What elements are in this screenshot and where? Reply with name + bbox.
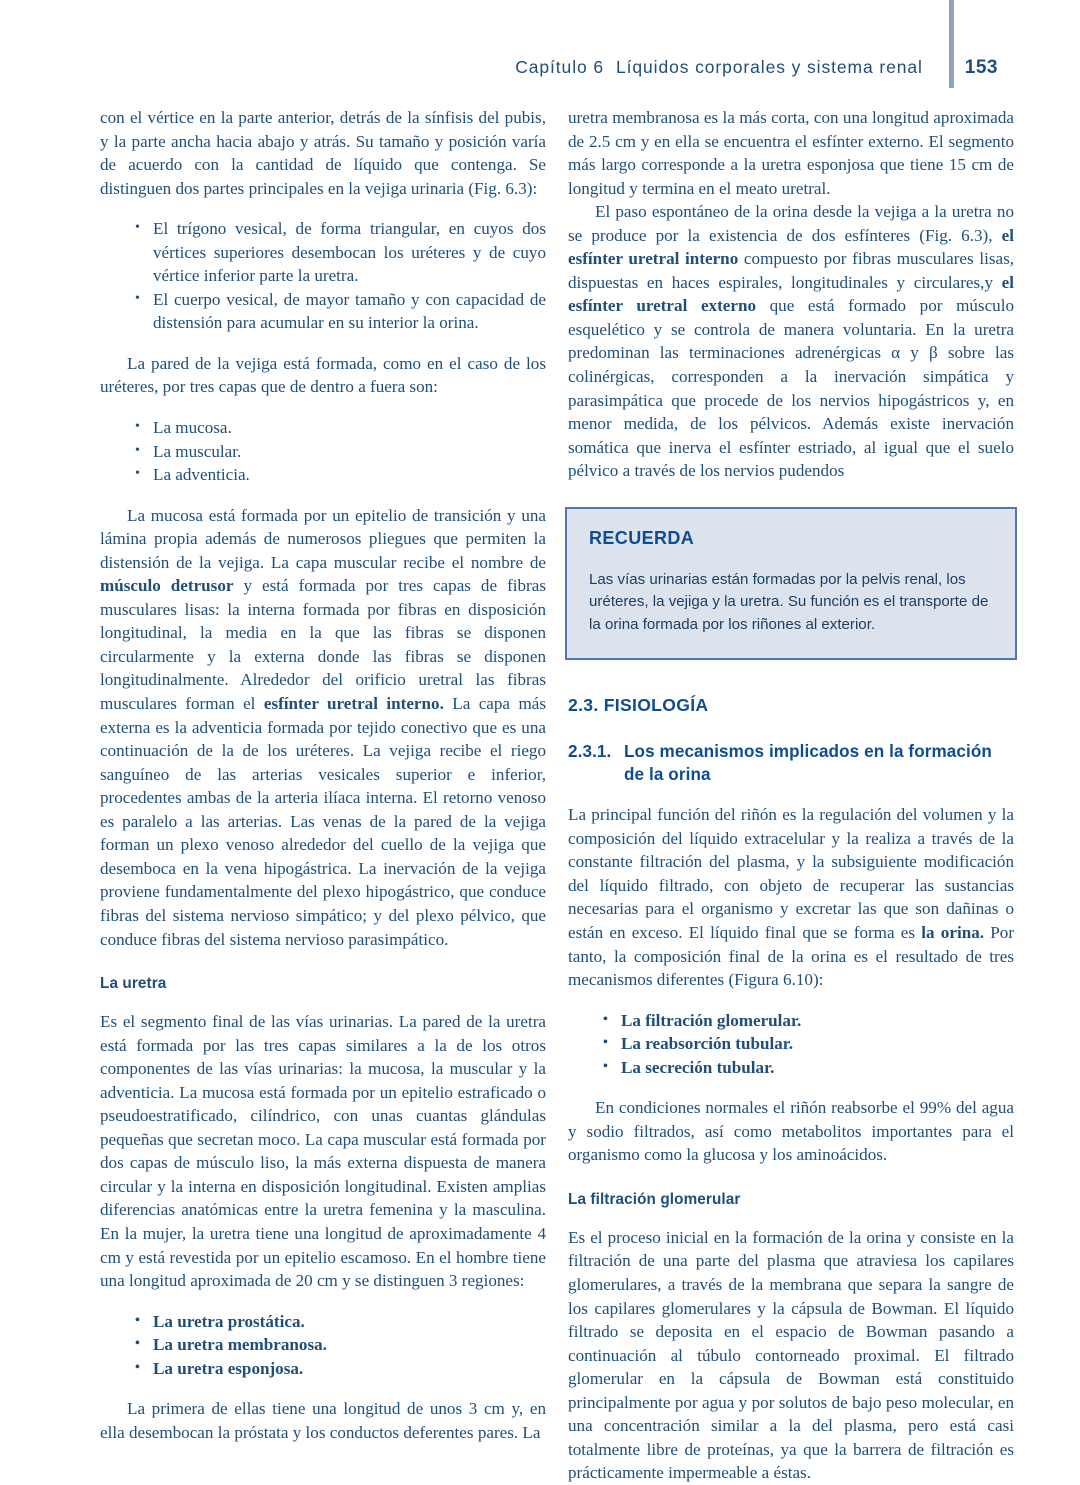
emphasis-esfinter-uretral-interno: el esfínter uretral interno bbox=[568, 225, 1014, 269]
bullet-list-uretra-regiones bbox=[100, 1310, 546, 1381]
text-run: que está formado por músculo esquelético y se controla de manera voluntaria. En la uretra predominan las terminaciones adrenérgicas α y β sobre las colinérgicas, corresponden a la inervación simpática y parasimpática que procede de los nervios hipogástricos y, en menor medida, de los pélvicos. Además existe inervación somática que inerva el esfínter estriado, al igual que el suelo pélvico a través de los nervios pudendos bbox=[568, 296, 1014, 481]
heading-filtracion-glomerular: La filtración glomerular bbox=[568, 1190, 741, 1208]
bullet-list-capas bbox=[100, 416, 546, 487]
paragraph: Es el segmento final de las vías urinarias. La pared de la uretra está formada por las tres capas similares a la de los otros componentes de las vías urinarias: la mucosa, la muscular y la adventicia. La mucosa está formada por un epitelio estraficado o pseudoestratificado, cilíndrico, con unas cuantas glándulas pequeñas que secretan moco. La capa muscular está formada por dos capas de músculo liso, la más externa dispuesta de manera circular y la interna en disposición longitudinal. Existen amplias diferencias anatómicas entre la uretra femenina y la masculina. En la mujer, la uretra tiene una longitud de aproximadamente 4 cm y está revestida por un epitelio escamoso. En el hombre tiene una longitud aproximada de 20 cm y se distinguen 3 regiones: bbox=[100, 1012, 546, 1291]
list-item: • La mucosa. bbox=[135, 416, 546, 440]
list-item: • La reabsorción tubular. bbox=[603, 1032, 1014, 1056]
emphasis-esfinter-uretral-interno: esfínter uretral interno. bbox=[263, 694, 444, 714]
callout-title: RECUERDA bbox=[589, 527, 695, 548]
list-item: • La filtración glomerular. bbox=[603, 1009, 1014, 1033]
text-run: y está formada por tres capas de fibras musculares lisas: la interna formada por fibras en disposición longitudinal, la media en la que las fibras se disponen circularmente y la externa donde las fibras se disponen longitudinalmente. Alrededor del orificio uretral las fibras musculares forman el bbox=[100, 576, 546, 714]
header-title-group bbox=[515, 57, 923, 78]
paragraph: En condiciones normales el riñón reabsorbe el 99% del agua y sodio filtrados, así como metabolitos importantes para el organismo como la glucosa y los aminoácidos. bbox=[568, 1098, 1014, 1165]
page-number: 153 bbox=[964, 57, 998, 78]
list-item: • La uretra prostática. bbox=[135, 1310, 546, 1334]
subsection-number: 2.3.1. bbox=[568, 742, 612, 762]
left-column bbox=[100, 106, 546, 1444]
paragraph-esfinteres bbox=[568, 200, 1014, 483]
text-run: Por tanto, la composición final de la orina es el resultado de tres mecanismos diferentes (Figura 6.10): bbox=[568, 922, 1015, 990]
text-run: compuesto por fibras musculares lisas, dispuestas en haces espirales, longitudinales y circulares,y bbox=[568, 249, 1014, 292]
text-run: El paso espontáneo de la orina desde la vejiga a la uretra no se produce por la existencia de dos esfínteres (Fig. 6.3), bbox=[568, 202, 1014, 245]
right-column bbox=[568, 106, 1014, 1485]
list-item: • El trígono vesical, de forma triangular, en cuyos dos vértices superiores desembocan los uréteres y de cuyo vértice inferior parte la uretra. bbox=[135, 217, 546, 288]
paragraph-funcion-rinon bbox=[568, 803, 1014, 991]
callout-body: Las vías urinarias están formadas por la pelvis renal, los uréteres, la vejiga y la uretra. Su función es el transporte de la orina formada por los riñones al exterior. bbox=[589, 570, 989, 633]
chapter-title: Líquidos corporales y sistema renal bbox=[616, 57, 923, 77]
chapter-label: Capítulo 6 bbox=[515, 57, 605, 77]
header-content bbox=[515, 57, 998, 79]
text-run: La mucosa está formada por un epitelio de transición y una lámina propia además de numerosos pliegues que permiten la distensión de la vejiga. La capa muscular recibe el nombre de bbox=[100, 505, 546, 572]
recuerda-callout bbox=[565, 507, 1017, 661]
text-run: La capa más externa es la adventicia formada por tejido conectivo que es una continuación de la de los uréteres. La vejiga recibe el riego sanguíneo de las arterias vesicales superior e inferior, procedentes ambas de la arteria ilíaca interna. El retorno venoso es paralelo a las arterias. Las venas de la pared de la vejiga forman un plexo venoso alrededor del cuello de la vejiga que desemboca en la vena hipogástrica. La inervación de la vejiga proviene fundamentalmente del plexo hipogástrico, que conduce fibras del sistema nervioso simpático; y del plexo pélvico, que conduce fibras del sistema nervioso parasimpático. bbox=[100, 694, 546, 949]
subsection-title: Los mecanismos implicados en la formación de la orina bbox=[624, 742, 992, 785]
emphasis-musculo-detrusor: músculo detrusor bbox=[100, 576, 234, 596]
bullet-list-mecanismos bbox=[568, 1009, 1014, 1080]
section-heading-fisiologia: 2.3. FISIOLOGÍA bbox=[568, 695, 709, 716]
list-item: • La muscular. bbox=[135, 440, 546, 464]
bullet-list-vejiga-partes bbox=[100, 217, 546, 335]
paragraph: La pared de la vejiga está formada, como en el caso de los uréteres, por tres capas que de dentro a fuera son: bbox=[100, 353, 546, 397]
emphasis-esfinter-uretral-externo: el esfínter uretral externo bbox=[568, 272, 1014, 316]
list-item: • La uretra membranosa. bbox=[135, 1333, 546, 1357]
list-item: • La adventicia. bbox=[135, 463, 546, 487]
paragraph-mucosa bbox=[100, 504, 546, 951]
text-run: La principal función del riñón es la regulación del volumen y la composición del líquido extracelular y la realiza a través de la constante filtración del plasma, y la subsiguiente modificación del líquido filtrado, con objeto de recuperar las sustancias necesarias para el organismo y excretar las que son dañinas o están en exceso. El líquido final que se forma es bbox=[568, 805, 1014, 942]
list-item: • La secreción tubular. bbox=[603, 1056, 1014, 1080]
paragraph: uretra membranosa es la más corta, con una longitud aproximada de 2.5 cm y en ella se encuentra el esfínter externo. El segmento más largo corresponde a la uretra esponjosa que tiene 15 cm de longitud y termina en el meato uretral. bbox=[568, 108, 1014, 198]
running-head bbox=[0, 0, 1080, 96]
list-item: • El cuerpo vesical, de mayor tamaño y con capacidad de distensión para acumular en su interior la orina. bbox=[135, 288, 546, 335]
paragraph: con el vértice en la parte anterior, detrás de la sínfisis del pubis, y la parte ancha hacia abajo y atrás. Su tamaño y posición varía de acuerdo con la cantidad de líquido que contenga. Se distinguen dos partes principales en la vejiga urinaria (Fig. 6.3): bbox=[100, 108, 546, 198]
heading-la-uretra: La uretra bbox=[100, 975, 167, 993]
paragraph: La primera de ellas tiene una longitud de unos 3 cm y, en ella desembocan la próstata y los conductos deferentes pares. La bbox=[100, 1399, 546, 1442]
subsection-heading-mecanismos bbox=[568, 740, 1014, 786]
list-item: • La uretra esponjosa. bbox=[135, 1357, 546, 1381]
emphasis-la-orina: la orina. bbox=[921, 922, 985, 942]
paragraph: Es el proceso inicial en la formación de la orina y consiste en la filtración de una parte del plasma que atraviesa los capilares glomerulares, a través de la membrana que separa la sangre de los capilares glomerulares y la cápsula de Bowman. El líquido filtrado se deposita en el espacio de Bowman pasando a continuación al túbulo contorneado proximal. El filtrado glomerular en la cápsula de Bowman está constituido principalmente por agua y por solutos de bajo peso molecular, en una concentración similar a la del plasma, pero está casi totalmente libre de proteínas, ya que la barrera de filtración es prácticamente impermeable a éstas. bbox=[568, 1227, 1014, 1483]
